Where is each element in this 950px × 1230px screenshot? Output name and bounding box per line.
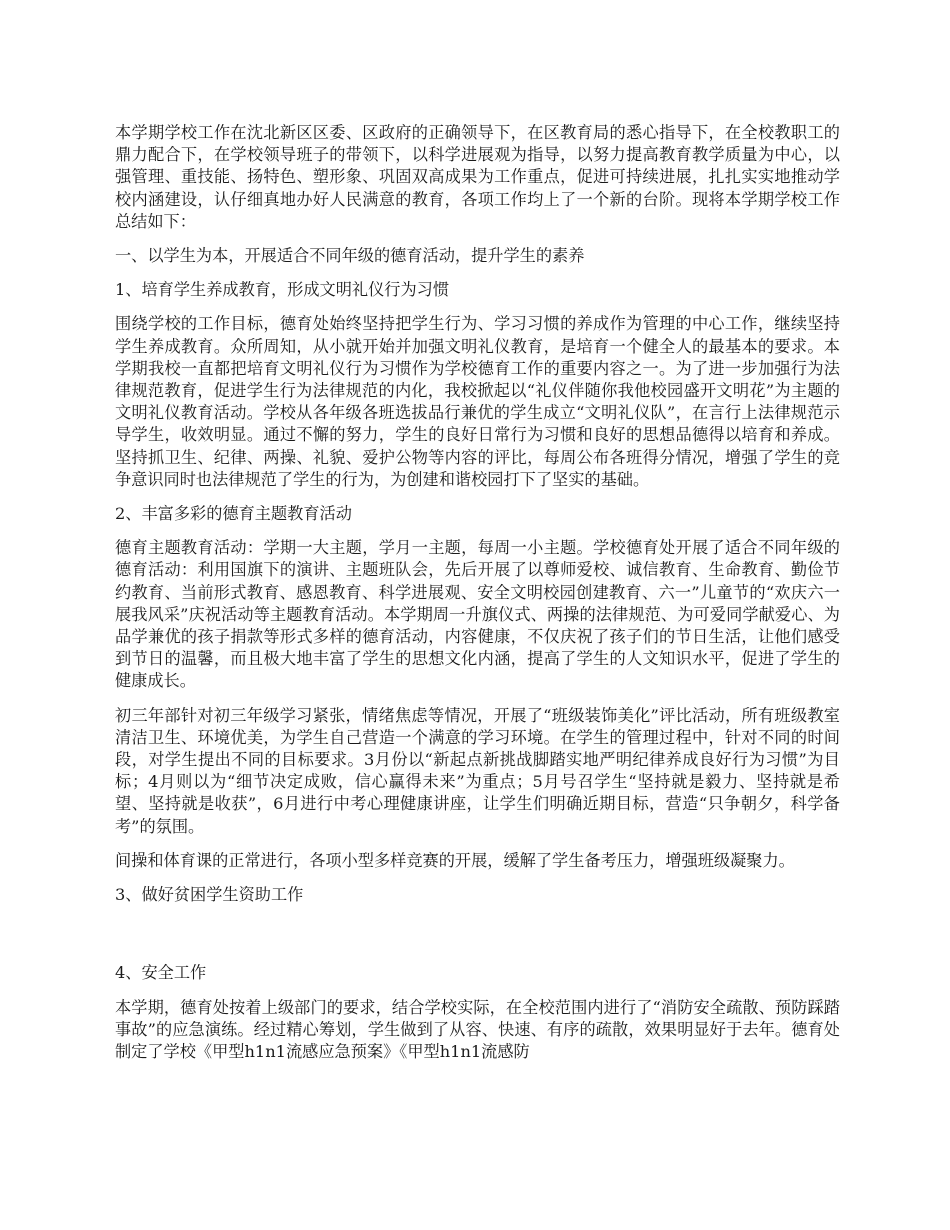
body-paragraph-etiquette: 围绕学校的工作目标，德育处始终坚持把学生行为、学习习惯的养成作为管理的中心工作，继续坚持学生养成教育。众所周知，从小就开始并加强文明礼仪教育，是培育一个健全人的最基本的要求。本学期我校一直都把培育文明礼仪行为习惯作为学校德育工作的重要内容之一。为了进一步加强行为法律规范教育，促进学生行为法律规范的内化，我校掀起以“礼仪伴随你我他校园盛开文明花”为主题的文明礼仪教育活动。学校从各年级各班选拔品行兼优的学生成立“文明礼仪队”，在言行上法律规范示导学生，收效明显。通过不懈的努力，学生的良好日常行为习惯和良好的思想品德得以培育和养成。坚持抓卫生、纪律、两操、礼貌、爱护公物等内容的评比，每周公布各班得分情况，增强了学生的竞争意识同时也法律规范了学生的行为，为创建和谐校园打下了坚实的基础。 — [115, 314, 840, 489]
body-paragraph-grade-three: 初三年部针对初三年级学习紧张，情绪焦虑等情况，开展了“班级装饰美化”评比活动，所有班级教室清洁卫生、环境优美，为学生自己营造一个满意的学习环境。在学生的管理过程中，针对不同的时间段，对学生提出不同的目标要求。3月份以“新起点新挑战脚踏实地严明纪律养成良好行为习惯”为目标；4月则以为“细节决定成败，信心赢得未来”为重点；5月号召学生“坚持就是毅力、坚持就是希望、坚持就是收获”，6月进行中考心理健康讲座，让学生们明确近期目标，营造“只争朝夕，科学备考”的氛围。 — [115, 705, 840, 836]
subsection-heading-1: 1、培育学生养成教育，形成文明礼仪行为习惯 — [115, 280, 450, 300]
subsection-heading-3: 3、做好贫困学生资助工作 — [115, 885, 304, 905]
intro-paragraph: 本学期学校工作在沈北新区区委、区政府的正确领导下，在区教育局的悉心指导下，在全校教职工的鼎力配合下，在学校领导班子的带领下，以科学进展观为指导，以努力提高教育教学质量为中心，以强管理、重技能、扬特色、塑形象、巩固双高成果为工作重点，促进可持续进展，扎扎实实地推动学校内涵建设，认仔细真地办好人民满意的教育，各项工作均上了一个新的台阶。现将本学期学校工作总结如下： — [115, 123, 840, 231]
section-heading-1: 一、以学生为本，开展适合不同年级的德育活动，提升学生的素养 — [115, 246, 585, 266]
subsection-heading-4: 4、安全工作 — [115, 963, 207, 983]
subsection-heading-2: 2、丰富多彩的德育主题教育活动 — [115, 504, 352, 524]
body-paragraph-themes: 德育主题教育活动：学期一大主题，学月一主题，每周一小主题。学校德育处开展了适合不同年级的德育活动：利用国旗下的演讲、主题班队会，先后开展了以尊师爱校、诚信教育、生命教育、勤俭节约教育、当前形式教育、感恩教育、科学进展观、安全文明校园创建教育、六一”儿童节的“欢庆六一 展我风采”庆祝活动等主题教育活动。本学期周一升旗仪式、两操的法律规范、为可爱同学献爱心、为品学兼优的孩子捐款等形式多样的德育活动，内容健康，不仅庆祝了孩子们的节日生活，让他们感受到节日的温馨，而且极大地丰富了学生的思想文化内涵，提高了学生的人文知识水平，促进了学生的健康成长。 — [115, 538, 840, 691]
document-body — [115, 122, 840, 1075]
body-paragraph-safety: 本学期，德育处按着上级部门的要求，结合学校实际，在全校范围内进行了“消防安全疏散、预防踩踏事故”的应急演练。经过精心筹划，学生做到了从容、快速、有序的疏散，效果明显好于去年。德育处制定了学校《甲型h1n1流感应急预案》《甲型h1n1流感防 — [115, 997, 840, 1061]
body-paragraph-exercise: 间操和体育课的正常进行，各项小型多样竞赛的开展，缓解了学生备考压力，增强班级凝聚力。 — [115, 850, 795, 870]
